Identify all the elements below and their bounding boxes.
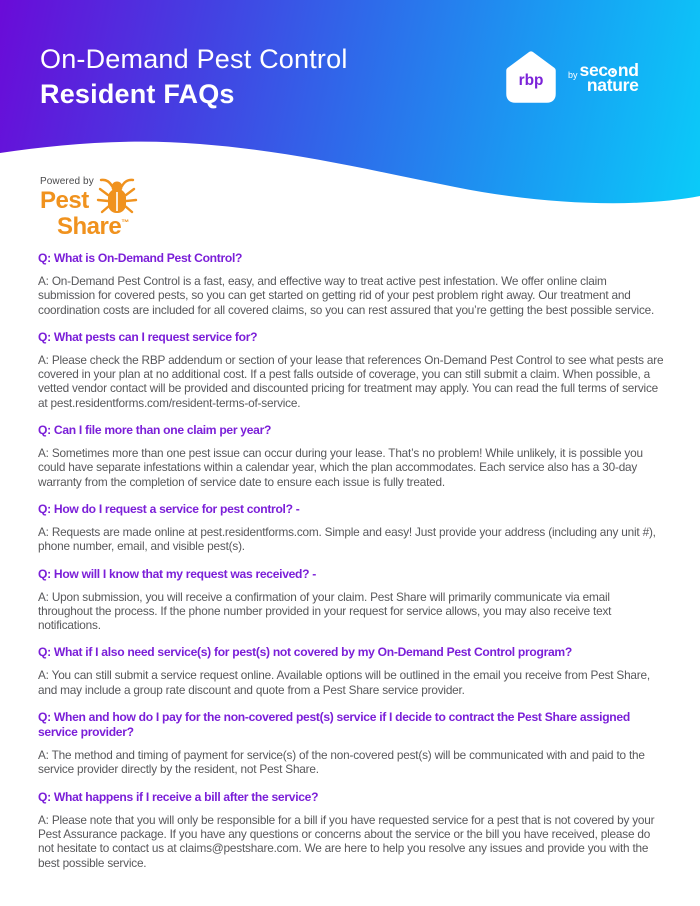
faq-item-1 xyxy=(38,251,666,317)
header-banner xyxy=(0,0,700,240)
bug-icon xyxy=(96,176,138,216)
faq-question: Q: When and how do I pay for the non-covered pest(s) service if I decide to contract the Pest Share assigned service provider? xyxy=(38,710,630,740)
faq-item-4 xyxy=(38,502,666,554)
second-nature-line1: sec nd xyxy=(579,60,639,80)
faq-question: Q: How do I request a service for pest control? - xyxy=(38,501,300,516)
faq-answer: A: You can still submit a service request online. Available options will be outlined in the email you receive from Pest Share, and may include a group rate discount and quote from a Pest Share service provider. xyxy=(38,668,650,697)
pest-share-wordmark-line1: Pest xyxy=(40,187,89,214)
page-title xyxy=(40,42,348,112)
faq-item-6 xyxy=(38,645,666,697)
page-title-line2: Resident FAQs xyxy=(40,79,235,109)
faq-answer: A: Sometimes more than one pest issue can occur during your lease. That’s no problem! While unlikely, it is possible you could have separate infestations within a calendar year, which the plan accommodates. Each service also has a 30-day warranty from the completion of service date to ensure each issue is fully treated. xyxy=(38,446,643,489)
faq-answer: A: Please check the RBP addendum or section of your lease that references On-Demand Pest Control to see what pests are covered in your plan at no additional cost. If a pest falls outside of coverage, you can still submit a claim. When possible, a vetted vendor contact will be provided and discounted pricing for treatment may apply. You can read the full terms of service at pest.residentforms.com/resident-terms-of-service. xyxy=(38,352,664,410)
faq-answer: A: On-Demand Pest Control is a fast, easy, and effective way to treat active pest infestation. We offer online claim submission for covered pests, so you can get started on getting rid of your pest problem right away. Our treatment and coordination costs are included for all covered claims, so you can rest assured that you’re getting the best possible service. xyxy=(38,274,655,317)
second-nature-line2: nature xyxy=(586,75,639,95)
faq-item-7 xyxy=(38,710,666,777)
faq-answer: A: Please note that you will only be responsible for a bill if you have requested service for a pest that is not covered by your Pest Assurance package. If you have any questions or concerns about the service or the bill you have received, please do not hesitate to contact us at claims@pestshare.com. We are here to help you resolve any issues and provide you with the best possible service. xyxy=(38,812,655,870)
rbp-logo-icon xyxy=(503,50,559,106)
rbp-second-nature-logo xyxy=(503,50,639,106)
faq-question: Q: What pests can I request service for? xyxy=(38,329,258,344)
faq-content xyxy=(0,240,700,870)
faq-question: Q: What is On-Demand Pest Control? xyxy=(38,251,243,265)
powered-by-label: Powered by xyxy=(40,176,94,187)
second-nature-o-icon xyxy=(608,68,617,77)
faq-question: Q: How will I know that my request was received? - xyxy=(38,566,317,581)
faq-question: Q: What if I also need service(s) for pest(s) not covered by my On-Demand Pest Control program? xyxy=(38,645,572,660)
faq-answer: A: Requests are made online at pest.residentforms.com. Simple and easy! Just provide your address (including any unit #), phone number, email, and visible pest(s). xyxy=(38,524,656,554)
byline-by: by xyxy=(568,70,578,80)
faq-answer: A: The method and timing of payment for service(s) of the non-covered pest(s) will be communicated with and paid to the service provider directly by the resident, not Pest Share. xyxy=(38,748,645,777)
pest-share-wordmark-line2: Share™ xyxy=(57,213,129,240)
page-title-line1: On-Demand Pest Control xyxy=(40,44,348,74)
second-nature-wordmark xyxy=(568,60,639,95)
pest-share-logo xyxy=(40,176,150,238)
faq-item-8 xyxy=(38,790,666,870)
faq-question: Q: What happens if I receive a bill after the service? xyxy=(38,789,319,804)
faq-question: Q: Can I file more than one claim per year? xyxy=(38,423,272,438)
faq-item-5 xyxy=(38,567,666,633)
trademark-symbol: ™ xyxy=(121,218,129,227)
rbp-logo-text: rbp xyxy=(518,72,544,89)
faq-item-3 xyxy=(38,423,666,489)
faq-answer: A: Upon submission, you will receive a confirmation of your claim. Pest Share will primarily communicate via email throughout the process. If the phone number provided in your request for service allows, you may also receive text notifications. xyxy=(38,589,612,633)
faq-item-2 xyxy=(38,330,666,410)
